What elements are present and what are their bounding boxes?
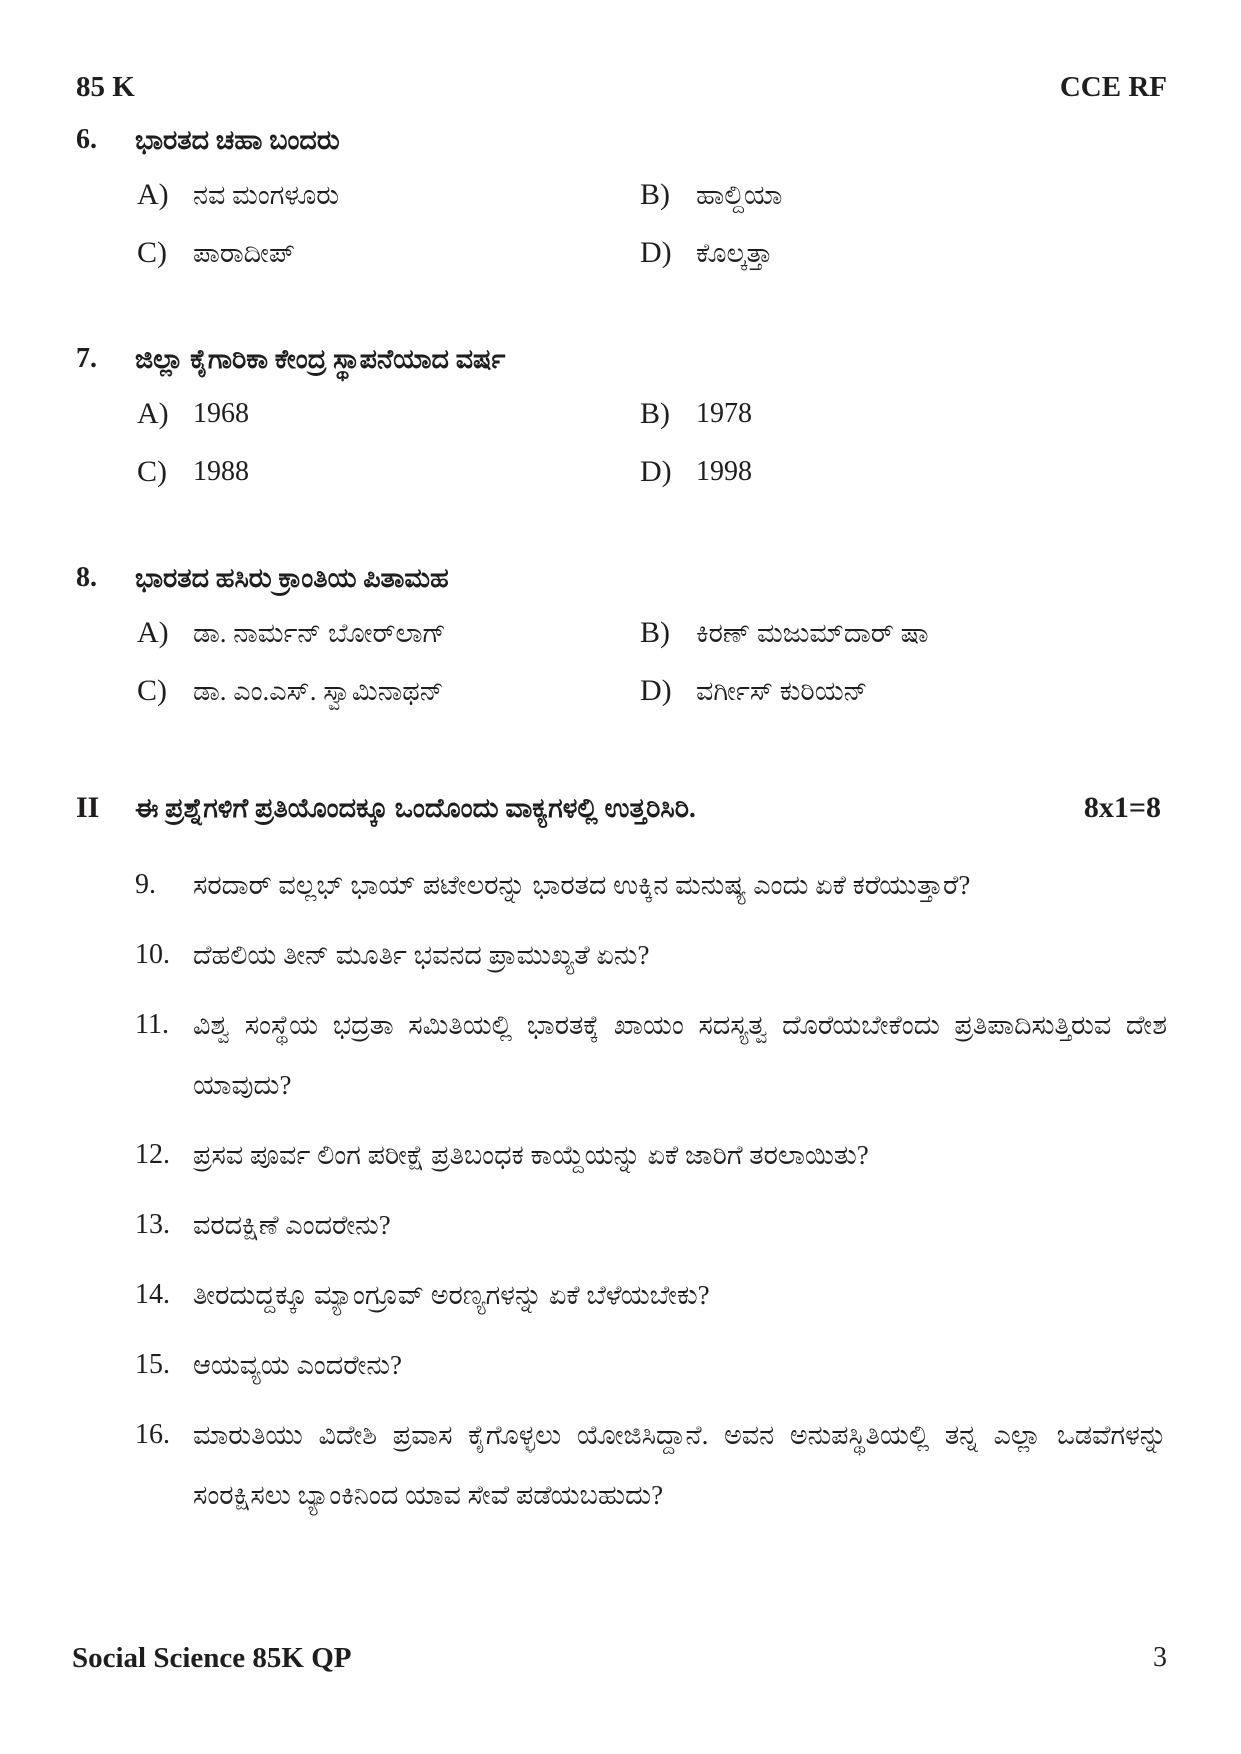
options-grid xyxy=(76,175,1167,273)
question-number: 12. xyxy=(135,1139,170,1170)
option-label: A) xyxy=(137,616,169,649)
option-text: 1978 xyxy=(696,398,752,429)
option-label: D) xyxy=(640,455,672,488)
options-row xyxy=(137,175,1167,215)
option-label: C) xyxy=(137,674,167,707)
question-number: 10. xyxy=(135,939,170,970)
question-text: ಮಾರುತಿಯು ವಿದೇಶಿ ಪ್ರವಾಸ ಕೈಗೊಳ್ಳಲು ಯೋಜಿಸಿದ್ದಾನೆ. ಅವನ ಅನುಪಸ್ಥಿತಿಯಲ್ಲಿ ತನ್ನ ಎಲ್ಲಾ ಒಡವೆಗಳನ್ನು ಸಂರಕ್ಷಿಸಲು ಬ್ಯಾಂಕಿನಿಂದ ಯಾವ ಸೇವೆ ಪಡೆಯಬಹುದು? xyxy=(193,1420,1167,1510)
question-text: ಆಯವ್ಯಯ ಎಂದರೇನು? xyxy=(193,1350,402,1380)
option-b xyxy=(640,394,1167,434)
page-header xyxy=(76,67,1167,107)
question-number: 13. xyxy=(135,1209,170,1240)
option-b xyxy=(640,613,1167,653)
question-number: 11. xyxy=(135,1009,169,1040)
question-row xyxy=(76,558,1167,598)
option-label: A) xyxy=(137,178,169,211)
options-row xyxy=(137,452,1167,492)
section-numeral: II xyxy=(76,791,100,824)
options-row xyxy=(137,233,1167,273)
option-b xyxy=(640,175,1167,215)
short-answer-question xyxy=(76,995,1167,1115)
option-text: ನವ ಮಂಗಳೂರು xyxy=(193,180,340,210)
options-row xyxy=(137,394,1167,434)
page-content xyxy=(76,67,1167,1525)
option-text: ವರ್ಗೀಸ್ ಕುರಿಯನ್ xyxy=(696,676,868,706)
question-number: 8. xyxy=(76,562,97,593)
short-answer-question xyxy=(76,1335,1167,1395)
option-c xyxy=(137,233,640,273)
page-number: 3 xyxy=(1153,1642,1167,1673)
option-label: A) xyxy=(137,397,169,430)
option-label: B) xyxy=(640,616,670,649)
question-text: ತೀರದುದ್ದಕ್ಕೂ ಮ್ಯಾಂಗ್ರೂವ್ ಅರಣ್ಯಗಳನ್ನು ಏಕೆ ಬೆಳೆಯಬೇಕು? xyxy=(193,1280,710,1310)
option-label: B) xyxy=(640,178,670,211)
question-number: 9. xyxy=(135,869,156,900)
short-answer-question xyxy=(76,925,1167,985)
question-text: ವಿಶ್ವ ಸಂಸ್ಥೆಯ ಭದ್ರತಾ ಸಮಿತಿಯಲ್ಲಿ ಭಾರತಕ್ಕೆ ಖಾಯಂ ಸದಸ್ಯತ್ವ ದೊರೆಯಬೇಕೆಂದು ಪ್ರತಿಪಾದಿಸುತ್ತಿರುವ ದೇಶ ಯಾವುದು? xyxy=(193,1010,1167,1100)
short-answer-list xyxy=(76,855,1167,1525)
mcq-question-6 xyxy=(76,120,1167,273)
option-text: 1968 xyxy=(193,398,249,429)
question-number: 16. xyxy=(135,1419,170,1450)
option-label: C) xyxy=(137,236,167,269)
question-number: 15. xyxy=(135,1349,170,1380)
question-number: 6. xyxy=(76,124,97,155)
short-answer-question xyxy=(76,855,1167,915)
short-answer-question xyxy=(76,1265,1167,1325)
option-text: 1988 xyxy=(193,456,249,487)
options-row xyxy=(137,613,1167,653)
option-text: ಕೊಲ್ಕತ್ತಾ xyxy=(696,238,773,268)
option-label: D) xyxy=(640,674,672,707)
question-row xyxy=(76,339,1167,379)
option-c xyxy=(137,671,640,711)
option-d xyxy=(640,452,1167,492)
options-grid xyxy=(76,394,1167,492)
options-row xyxy=(137,671,1167,711)
option-text: ಡಾ. ನಾರ್ಮನ್ ಬೋರ್‌ಲಾಗ್ xyxy=(193,618,446,648)
question-text: ಪ್ರಸವ ಪೂರ್ವ ಲಿಂಗ ಪರೀಕ್ಷೆ ಪ್ರತಿಬಂಧಕ ಕಾಯ್ದೆಯನ್ನು ಏಕೆ ಜಾರಿಗೆ ತರಲಾಯಿತು? xyxy=(193,1140,869,1170)
option-a xyxy=(137,394,640,434)
mcq-question-7 xyxy=(76,339,1167,492)
question-number: 14. xyxy=(135,1279,170,1310)
option-text: ಹಾಲ್ದಿಯಾ xyxy=(696,180,783,210)
short-answer-question xyxy=(76,1125,1167,1185)
short-answer-question xyxy=(76,1405,1167,1525)
question-number: 7. xyxy=(76,343,97,374)
option-a xyxy=(137,175,640,215)
page-footer xyxy=(72,1640,1167,1676)
option-c xyxy=(137,452,640,492)
question-text: ವರದಕ್ಷಿಣೆ ಎಂದರೇನು? xyxy=(193,1210,391,1240)
option-text: 1998 xyxy=(696,456,752,487)
question-text: ದೆಹಲಿಯ ತೀನ್ ಮೂರ್ತಿ ಭವನದ ಪ್ರಾಮುಖ್ಯತೆ ಏನು? xyxy=(193,940,650,970)
section-instruction: ಈ ಪ್ರಶ್ನೆಗಳಿಗೆ ಪ್ರತಿಯೊಂದಕ್ಕೂ ಒಂದೊಂದು ವಾಕ್ಯಗಳಲ್ಲಿ ಉತ್ತರಿಸಿರಿ. xyxy=(135,793,696,823)
options-grid xyxy=(76,613,1167,711)
option-label: C) xyxy=(137,455,167,488)
mcq-question-8 xyxy=(76,558,1167,711)
option-d xyxy=(640,671,1167,711)
option-label: B) xyxy=(640,397,670,430)
paper-code: 85 K xyxy=(76,71,135,103)
question-row xyxy=(76,120,1167,160)
question-text: ಭಾರತದ ಚಹಾ ಬಂದರು xyxy=(135,125,340,155)
option-text: ಪಾರಾದೀಪ್ xyxy=(193,238,295,268)
paper-series: CCE RF xyxy=(1059,71,1167,103)
section-heading xyxy=(76,788,1167,828)
option-d xyxy=(640,233,1167,273)
short-answer-question xyxy=(76,1195,1167,1255)
option-label: D) xyxy=(640,236,672,269)
question-text: ಸರದಾರ್ ವಲ್ಲಭ್ ಭಾಯ್ ಪಟೇಲರನ್ನು ಭಾರತದ ಉಕ್ಕಿನ ಮನುಷ್ಯ ಎಂದು ಏಕೆ ಕರೆಯುತ್ತಾರೆ? xyxy=(193,870,971,900)
option-text: ಡಾ. ಎಂ.ಎಸ್. ಸ್ವಾಮಿನಾಥನ್ xyxy=(193,676,444,706)
option-text: ಕಿರಣ್ ಮಜುಮ್‌ದಾರ್ ಷಾ xyxy=(696,618,929,648)
option-a xyxy=(137,613,640,653)
section-marks: 8x1=8 xyxy=(1083,791,1161,824)
question-text: ಭಾರತದ ಹಸಿರು ಕ್ರಾಂತಿಯ ಪಿತಾಮಹ xyxy=(135,563,449,593)
question-text: ಜಿಲ್ಲಾ ಕೈಗಾರಿಕಾ ಕೇಂದ್ರ ಸ್ಥಾಪನೆಯಾದ ವರ್ಷ xyxy=(135,344,506,374)
footer-subject: Social Science 85K QP xyxy=(72,1642,352,1674)
